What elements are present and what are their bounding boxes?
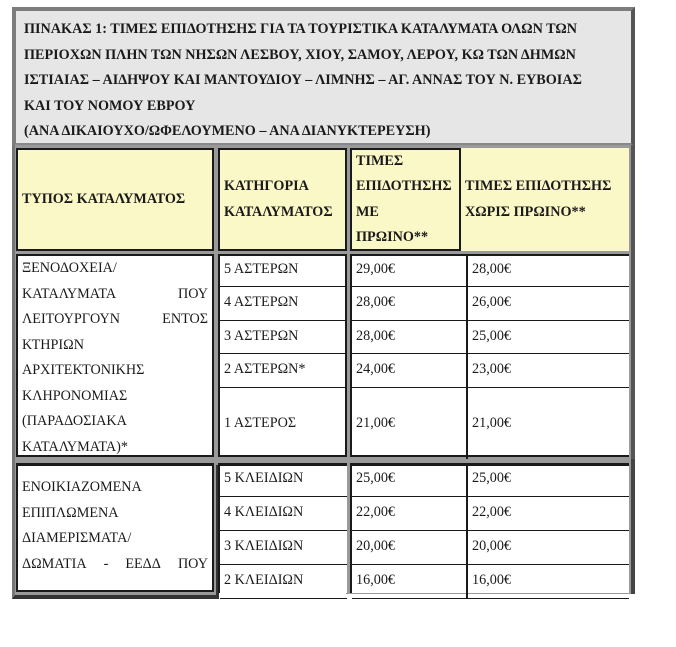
title-line: (ΑΝΑ ΔΙΚΑΙΟΥΧΟ/ΩΦΕΛΟΥΜΕΝΟ – ΑΝΑ ΔΙΑΝΥΚΤΕΡΕΥΣΗ) <box>24 123 431 139</box>
table-row <box>352 387 629 459</box>
header-category <box>218 148 347 251</box>
price-with-breakfast: 28,00€ <box>352 287 468 320</box>
price-with-breakfast: 22,00€ <box>352 497 468 530</box>
header-with-breakfast <box>350 148 460 251</box>
type-line: ΕΠΙΠΛΩΜΕΝΑ <box>22 504 119 521</box>
price-with-breakfast: 16,00€ <box>352 565 468 598</box>
table-title-box <box>12 7 635 147</box>
group-2-category-col <box>218 463 347 593</box>
type-line: ΛΕΙΤΟΥΡΓΟΥΝ ΕΝΤΟΣ <box>22 311 208 327</box>
header-category-line: ΚΑΤΗΓΟΡΙΑ <box>224 178 309 194</box>
group-1-values <box>350 254 629 457</box>
table-row-category: 4 ΚΛΕΙΔΙΩΝ <box>220 496 347 530</box>
price-without-breakfast: 22,00€ <box>472 504 512 520</box>
header-with-breakfast-line: ΜΕ <box>356 203 379 220</box>
price-with-breakfast: 20,00€ <box>352 531 468 564</box>
title-line: ΙΣΤΙΑΙΑΣ – ΑΙΔΗΨΟΥ ΚΑΙ ΜΑΝΤΟΥΔΙΟΥ – ΛΙΜΝΗΣ – ΑΓ. ΑΝΝΑΣ ΤΟΥ Ν. ΕΥΒΟΙΑΣ <box>24 72 582 88</box>
price-with-breakfast: 28,00€ <box>352 321 468 353</box>
type-line: ΑΡΧΙΤΕΚΤΟΝΙΚΗΣ <box>22 362 145 378</box>
table-row <box>352 496 629 530</box>
price-with-breakfast: 25,00€ <box>352 466 468 496</box>
table-row <box>352 530 629 564</box>
table-row-category: 2 ΑΣΤΕΡΩΝ* <box>220 353 345 387</box>
price-without-breakfast: 25,00€ <box>472 328 512 344</box>
type-line: ΞΕΝΟΔΟΧΕΙΑ/ <box>22 260 117 276</box>
table-row <box>352 286 629 320</box>
table-row <box>352 256 629 286</box>
price-with-breakfast: 21,00€ <box>352 388 468 459</box>
type-line: ΚΛΗΡΟΝΟΜΙΑΣ <box>22 387 128 404</box>
header-with-breakfast-line: ΠΡΩΙΝΟ** <box>356 229 429 245</box>
group-2-type-cell <box>16 463 214 592</box>
table-row-category: 5 ΚΛΕΙΔΙΩΝ <box>224 470 304 486</box>
price-without-breakfast: 26,00€ <box>472 294 512 310</box>
table-row-category: 1 ΑΣΤΕΡΟΣ <box>220 387 345 459</box>
table-row <box>352 353 629 387</box>
table-row-category: 4 ΑΣΤΕΡΩΝ <box>220 286 345 320</box>
type-line: ΔΩΜΑΤΙΑ - ΕΕΔΔ ΠΟΥ <box>22 555 208 572</box>
table-row-category: 2 ΚΛΕΙΔΙΩΝ <box>220 564 347 599</box>
price-without-breakfast: 28,00€ <box>472 261 512 277</box>
title-line: ΠΕΡΙΟΧΩΝ ΠΛΗΝ ΤΩΝ ΝΗΣΩΝ ΛΕΣΒΟΥ, ΧΙΟΥ, ΣΑΜΟΥ, ΛΕΡΟΥ, ΚΩ ΤΩΝ ΔΗΜΩΝ <box>24 46 576 63</box>
title-line: ΠΙΝΑΚΑΣ 1: ΤΙΜΕΣ ΕΠΙΔΟΤΗΣΗΣ ΓΙΑ ΤΑ ΤΟΥΡΙΣΤΙΚΑ ΚΑΤΑΛΥΜΑΤΑ ΟΛΩΝ ΤΩΝ <box>24 21 577 37</box>
table-row-category: 3 ΚΛΕΙΔΙΩΝ <box>220 530 347 564</box>
header-with-breakfast-line: ΤΙΜΕΣ <box>356 152 404 169</box>
price-without-breakfast: 23,00€ <box>472 361 512 377</box>
table-row <box>352 320 629 353</box>
price-without-breakfast: 25,00€ <box>472 470 512 486</box>
header-without-breakfast <box>459 148 629 251</box>
table-row <box>352 564 629 599</box>
header-category-line: ΚΑΤΑΛΥΜΑΤΟΣ <box>224 203 333 220</box>
type-line: (ΠΑΡΑΔΟΣΙΑΚΑ <box>22 413 127 429</box>
price-without-breakfast: 20,00€ <box>472 538 512 554</box>
header-with-breakfast-line: ΕΠΙΔΟΤΗΣΗΣ <box>356 178 452 194</box>
price-with-breakfast: 29,00€ <box>352 256 468 286</box>
header-without-breakfast-line: ΤΙΜΕΣ ΕΠΙΔΟΤΗΣΗΣ <box>465 178 612 194</box>
title-line: ΚΑΙ ΤΟΥ ΝΟΜΟΥ ΕΒΡΟΥ <box>24 97 196 114</box>
table-row-category: 3 ΑΣΤΕΡΩΝ <box>220 320 345 353</box>
table-row-category: 5 ΑΣΤΕΡΩΝ <box>224 261 299 277</box>
type-line: ΚΑΤΑΛΥΜΑΤΑ ΠΟΥ <box>22 285 208 302</box>
price-with-breakfast: 24,00€ <box>352 354 468 387</box>
header-type <box>16 148 214 251</box>
type-line: ΕΝΟΙΚΙΑΖΟΜΕΝΑ <box>22 479 142 495</box>
group-1-category-col <box>218 254 347 457</box>
header-without-breakfast-line: ΧΩΡΙΣ ΠΡΩΙΝΟ** <box>465 203 586 220</box>
group-2-values <box>350 463 629 593</box>
type-line: ΚΑΤΑΛΥΜΑΤΑ)* <box>22 438 128 455</box>
type-line: ΔΙΑΜΕΡΙΣΜΑΤΑ/ <box>22 530 132 546</box>
table-row <box>352 466 629 496</box>
price-without-breakfast: 16,00€ <box>472 572 512 588</box>
group-1-type-cell <box>16 254 214 457</box>
header-type-label: ΤΥΠΟΣ ΚΑΤΑΛΥΜΑΤΟΣ <box>22 190 186 207</box>
type-line: ΚΤΗΡΙΩΝ <box>22 336 84 353</box>
price-without-breakfast: 21,00€ <box>472 415 512 431</box>
